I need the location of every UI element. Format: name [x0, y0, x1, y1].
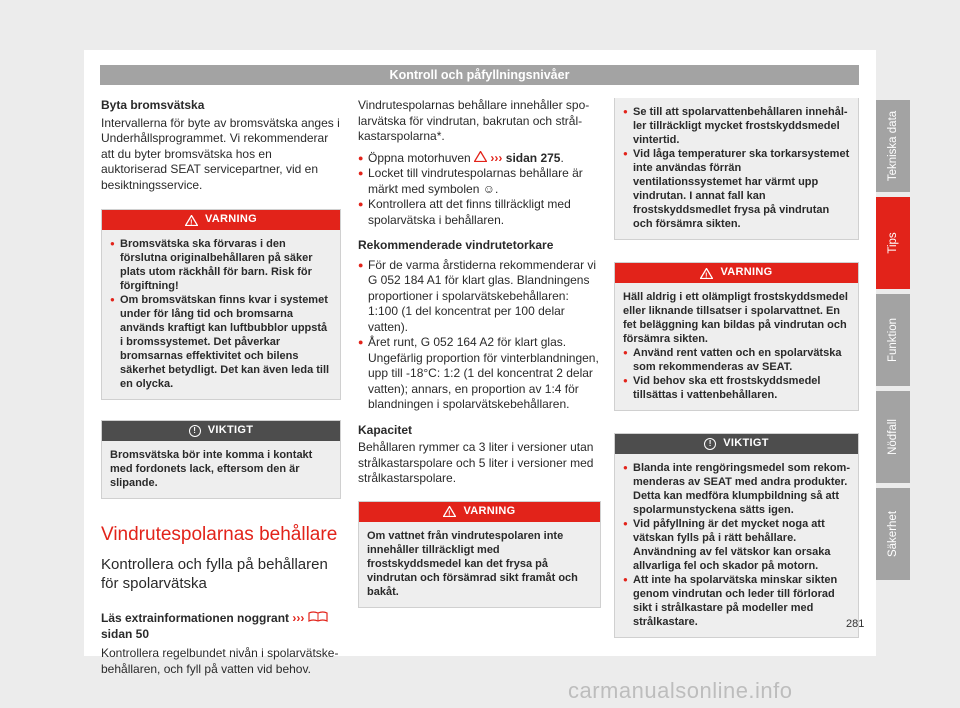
warning-header — [615, 263, 858, 283]
warning-box-washer — [358, 501, 601, 608]
tab-label: Tips — [887, 232, 899, 254]
warning-item: ● Vid behov ska ett frostskyddsmedel tillsättas i vattenbehållaren. — [623, 374, 850, 402]
note-label: VIKTIGT — [207, 424, 254, 437]
read-more-suffix[interactable]: sidan 50 — [101, 626, 150, 641]
tab-sakerhet[interactable] — [876, 488, 910, 580]
warning-text: Häll aldrig i ett olämpligt frostskyddsmedel eller liknande tillsatser i spolarvattnet. En fet beläggning kan bildas på vindrutan och försämra sikten. — [623, 291, 848, 345]
warning-label: VARNING — [204, 213, 257, 226]
capacity-heading: Kapacitet — [358, 422, 413, 437]
step-text: Kontrollera att det finns tillräckligt med spolarvätska i behållaren. — [368, 197, 571, 227]
warning-item: ● Om bromsvätskan finns kvar i systemet under för lång tid och bromsarna används kraftigt kan luftbubblor uppstå i bromssystemet. Det påverkar bromsarnas effektivitet och bilens säkerhet betydligt. Det kan även leda till en olycka. — [110, 293, 332, 391]
section-title: Vindrutespolarnas behållare — [101, 524, 338, 545]
punct: . — [560, 150, 564, 165]
tab-label: Säkerhet — [887, 510, 899, 558]
svg-text:!: ! — [705, 272, 709, 279]
warning-label: VARNING — [463, 504, 516, 517]
warning-body: Om vattnet från vindrutespolaren inte innehåller tillräckligt med frostskyddsmedel kan det frysa på vindrutan och försämrad sikt framåt och bakåt. — [359, 522, 600, 607]
warning-continued-box — [614, 98, 859, 240]
brake-heading: Byta bromsvätska — [101, 98, 205, 112]
warning-header — [359, 502, 600, 522]
watermark: carmanualsonline.info — [568, 678, 793, 703]
rec-item: ● Året runt, G 052 164 A2 för klart glas. Ungefärlig proportion för vinterblandningen, upp till -18°C: 1:2 (1 del koncentrat 2 delar vatten); annars, en proportion av 1:4 för blandningen i spolarvätskebehållaren. — [358, 335, 601, 413]
note-label: VIKTIGT — [723, 437, 769, 450]
tab-nodfall[interactable] — [876, 391, 910, 483]
link-arrows: ››› — [292, 611, 305, 625]
note-header — [102, 421, 340, 441]
rec-heading: Rekommenderade vindrutetorkare — [358, 238, 554, 252]
warning-triangle-icon — [443, 506, 456, 517]
rec-item: ● För de varma årstiderna rekommenderar vi G 052 184 A1 för klart glas. Blandningens proportioner i spolarvätskebehållaren: 1:100 (1 del koncentrat per 100 delar vatten). — [358, 258, 601, 336]
step-item — [358, 197, 601, 228]
svg-text:!: ! — [190, 219, 193, 226]
warning-item: ● Se till att spolarvattenbehållaren innehåller tillräckligt mycket frostskyddsmedel vintertid. — [623, 105, 850, 147]
warning-item: ● Vid låga temperaturer ska torkarsystemet inte användas förrän ventilationssystemet har värmt upp vindrutan. I annat fall kan frostskyddsmedlet frysa på vindrutan och försämra sikten. — [623, 147, 850, 231]
column-middle — [358, 98, 601, 608]
warning-small-icon — [474, 151, 487, 165]
warning-box-antifreeze — [614, 262, 859, 411]
read-more-prefix: Läs extrainformationen noggrant — [101, 611, 290, 625]
punct: . — [494, 181, 499, 196]
svg-text:!: ! — [448, 510, 452, 517]
note-header — [615, 434, 858, 454]
note-box-brake — [101, 420, 341, 499]
warning-triangle-icon — [185, 215, 198, 226]
tab-label: Tekniska data — [887, 110, 899, 182]
tab-label: Nödfall — [887, 419, 899, 455]
note-item: ● Vid påfyllning är det mycket noga att vätskan fylls på i rätt behållare. Användning av fel vätskor kan orsaka allvarliga fel och skador på motorn. — [623, 517, 850, 573]
info-circle-icon: ! — [704, 438, 716, 450]
tab-tekniska-data[interactable] — [876, 100, 910, 192]
warning-body — [102, 230, 340, 399]
tab-funktion[interactable] — [876, 294, 910, 386]
tab-label: Funktion — [887, 317, 899, 363]
chapter-tabs — [876, 100, 910, 585]
washer-symbol-icon: ☺ — [482, 181, 495, 196]
warning-box-brake — [101, 209, 341, 400]
warning-label: VARNING — [720, 266, 773, 279]
step-item — [358, 166, 601, 197]
page-header: Kontroll och påfyllningsnivåer — [100, 65, 859, 85]
warning-header — [102, 210, 340, 230]
warning-item: ● Bromsvätska ska förvaras i den förslutna originalbehållaren på säker plats utom räckhåll för barn. Risk för förgiftning! — [110, 237, 332, 293]
page-link[interactable]: sidan 275 — [505, 150, 561, 165]
warning-triangle-icon — [700, 268, 713, 279]
step-item — [358, 151, 601, 167]
book-icon[interactable] — [308, 611, 328, 625]
tab-tips[interactable] — [876, 197, 910, 289]
column-right — [614, 98, 859, 638]
warning-continued-body — [615, 98, 858, 239]
note-box-washer — [614, 433, 859, 638]
warning-item: ● Använd rent vatten och en spolarvätska som rekommenderas av SEAT. — [623, 346, 850, 374]
washer-intro: Vindrutespolarnas behållare innehåller spolarvätska för vindrutan, bakrutan och strålkastarspolarna*. — [358, 98, 590, 143]
warning-body — [615, 283, 858, 410]
capacity-text: Behållaren rymmer ca 3 liter i versioner utan strålkastarspolare och 5 liter i versioner med strålkastarspolare. — [358, 440, 594, 485]
control-text: Kontrollera regelbundet nivån i spolarvätskebehållaren, och fyll på vatten vid behov. — [101, 646, 339, 676]
link-arrows: ››› — [490, 150, 503, 165]
section-subtitle: Kontrollera och fylla på behållaren för spolarvätska — [101, 556, 328, 592]
page-number: 281 — [846, 618, 865, 630]
step-text: Locket till vindrutespolarnas behållare är märkt med symbolen — [368, 166, 583, 196]
step-text: Öppna motorhuven — [368, 150, 471, 165]
info-circle-icon: ! — [189, 425, 201, 437]
note-body — [615, 454, 858, 637]
note-item: ● Blanda inte rengöringsmedel som rekommenderas av SEAT med andra produkter. Detta kan medföra klumpbildning så att spolarmunstyckena sätts igen. — [623, 461, 850, 517]
note-body: Bromsvätska bör inte komma i kontakt med fordonets lack, eftersom den är slipande. — [102, 441, 340, 498]
column-left — [101, 98, 341, 677]
read-more — [101, 611, 341, 642]
brake-text: Intervallerna för byte av bromsvätska anges i Underhållsprogrammet. Vi rekommenderar att du byter bromsvätska hos en auktoriserad SEAT servicepartner, vid en besiktningsservice. — [101, 115, 340, 192]
note-item: ● Att inte ha spolarvätska minskar sikten genom vindrutan och leder till förlorad sikt i strålkastare på modeller med strålkastare. — [623, 573, 850, 629]
